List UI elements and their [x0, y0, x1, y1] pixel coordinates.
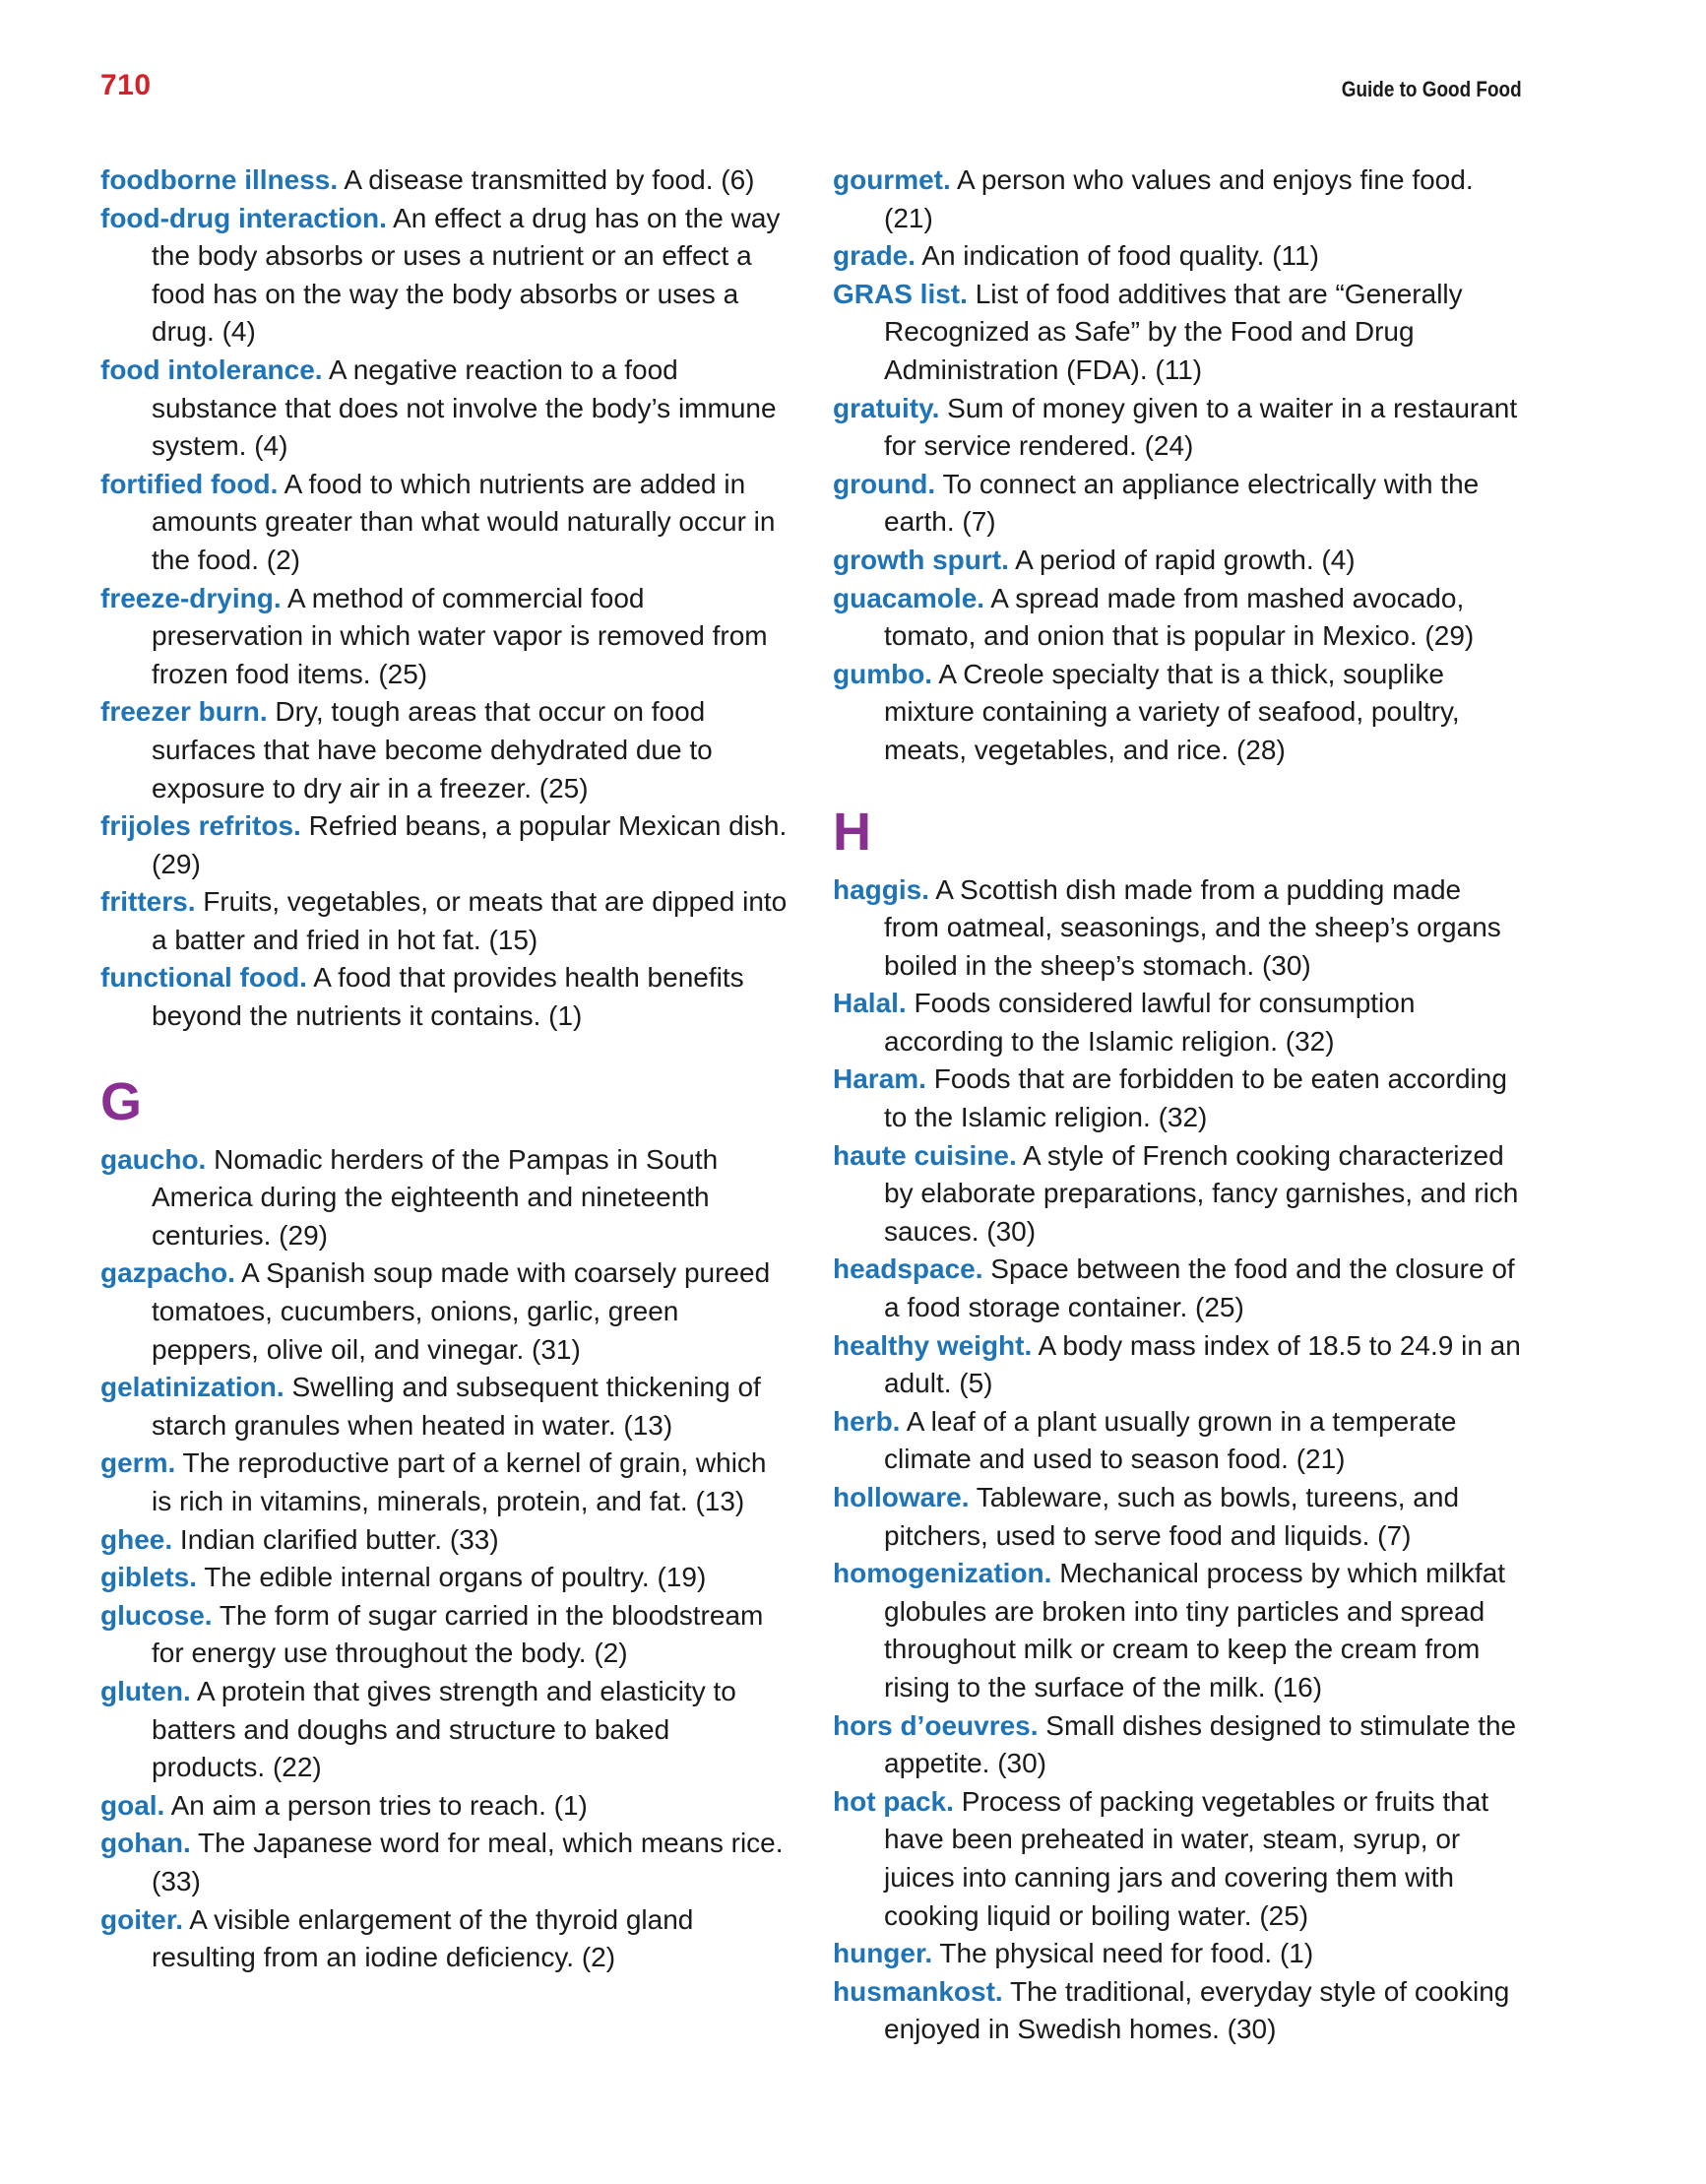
- glossary-definition: Process of packing vegetables or fruits that have been preheated in water, steam, syrup, or juices into canning jars and covering them with cooking liquid or boiling water. (25): [884, 1785, 1489, 1931]
- glossary-entry: [100, 1141, 790, 1255]
- glossary-definition: Swelling and subsequent thickening of starch granules when heated in water. (13): [152, 1372, 761, 1441]
- glossary-term: fritters.: [100, 886, 196, 918]
- glossary-entry: [100, 883, 790, 959]
- glossary-entry: [833, 1060, 1522, 1136]
- glossary-definition: Tableware, such as bowls, tureens, and pitchers, used to serve food and liquids. (7): [884, 1482, 1460, 1551]
- glossary-entry: [100, 161, 790, 200]
- glossary-term: holloware.: [833, 1482, 970, 1512]
- glossary-definition: A negative reaction to a food substance that does not involve the body’s immune system. (4): [152, 353, 777, 462]
- glossary-definition: List of food additives that are “Generally Recognized as Safe” by the Food and Drug Administration (FDA). (11): [884, 278, 1463, 385]
- glossary-term: GRAS list.: [833, 278, 968, 309]
- glossary-definition: A Spanish soup made with coarsely pureed tomatoes, cucumbers, onions, garlic, green peppers, olive oil, and vinegar. (31): [152, 1257, 771, 1365]
- glossary-term: husmankost.: [833, 1975, 1003, 2007]
- glossary-definition: Dry, tough areas that occur on food surfaces that have become dehydrated due to exposure to dry air in a freezer. (25): [152, 696, 713, 803]
- glossary-definition: A method of commercial food preservation in which water vapor is removed from frozen food items. (25): [152, 582, 768, 689]
- glossary-definition: A body mass index of 18.5 to 24.9 in an adult. (5): [884, 1329, 1521, 1399]
- glossary-term: grade.: [833, 240, 916, 272]
- glossary-definition: A Scottish dish made from a pudding made from oatmeal, seasonings, and the sheep’s organs boiled in the sheep’s stomach. (30): [884, 873, 1501, 981]
- glossary-definition: The form of sugar carried in the bloodstream for energy use throughout the body. (2): [152, 1599, 764, 1669]
- section-letter-g: G: [100, 1071, 143, 1131]
- glossary-term: functional food.: [100, 962, 307, 994]
- glossary-definition: A disease transmitted by food. (6): [338, 164, 755, 195]
- glossary-definition: A period of rapid growth. (4): [1008, 544, 1356, 575]
- glossary-definition: Foods considered lawful for consumption according to the Islamic religion. (32): [884, 988, 1416, 1057]
- glossary-definition: A leaf of a plant usually grown in a temperate climate and used to season food. (21): [884, 1405, 1457, 1475]
- glossary-entry: [100, 1597, 790, 1673]
- glossary-definition: A spread made from mashed avocado, tomato, and onion that is popular in Mexico. (29): [884, 582, 1475, 652]
- glossary-definition: The Japanese word for meal, which means rice. (33): [152, 1828, 784, 1896]
- glossary-entry: [100, 1445, 790, 1520]
- glossary-term: herb.: [833, 1405, 901, 1437]
- glossary-term: gohan.: [100, 1828, 191, 1859]
- glossary-term: gelatinization.: [100, 1372, 284, 1403]
- glossary-term: food intolerance.: [100, 353, 323, 385]
- glossary-term: healthy weight.: [833, 1329, 1033, 1361]
- glossary-term: frijoles refritos.: [100, 810, 301, 842]
- glossary-definition: Fruits, vegetables, or meats that are dipped into a batter and fried in hot fat. (15): [152, 886, 788, 955]
- glossary-term: hors d’oeuvres.: [833, 1709, 1039, 1741]
- glossary-entry: [100, 466, 790, 580]
- glossary-term: ground.: [833, 468, 936, 499]
- glossary-entry: [833, 237, 1522, 276]
- glossary-term: germ.: [100, 1447, 176, 1479]
- glossary-definition: An aim a person tries to reach. (1): [164, 1789, 588, 1821]
- glossary-entry: [833, 542, 1522, 580]
- glossary-entry: [833, 466, 1522, 542]
- glossary-entry: [833, 1973, 1522, 2049]
- glossary-term: Haram.: [833, 1063, 926, 1095]
- glossary-entry: [100, 352, 790, 466]
- glossary-definition: A food to which nutrients are added in amounts greater than what would naturally occur in the food. (2): [152, 468, 776, 575]
- glossary-entry: [100, 1559, 790, 1597]
- glossary-entry: [100, 959, 790, 1035]
- entry-list-g-continued: [833, 161, 1522, 770]
- glossary-entry: [100, 580, 790, 694]
- glossary-entry: [833, 1935, 1522, 1973]
- entry-list-f: [100, 161, 790, 1036]
- glossary-entry: [100, 1673, 790, 1787]
- glossary-definition: To connect an appliance electrically with the earth. (7): [884, 468, 1480, 538]
- glossary-definition: A Creole specialty that is a thick, souplike mixture containing a variety of seafood, poultry, meats, vegetables, and rice. (28): [884, 658, 1460, 765]
- glossary-term: haggis.: [833, 873, 930, 905]
- glossary-entry: [833, 1555, 1522, 1706]
- glossary-term: fortified food.: [100, 468, 279, 499]
- glossary-entry: [833, 161, 1522, 237]
- glossary-entry: [100, 1254, 790, 1369]
- glossary-definition: The traditional, everyday style of cooking enjoyed in Swedish homes. (30): [884, 1975, 1510, 2045]
- glossary-term: goal.: [100, 1789, 165, 1821]
- glossary-definition: An effect a drug has on the way the body absorbs or uses a nutrient or an effect a food has on the way the body absorbs or uses a drug. (4): [152, 202, 781, 348]
- section-letter-h: H: [833, 802, 871, 862]
- entry-list-g: [100, 1141, 790, 1977]
- glossary-entry: [100, 1787, 790, 1826]
- glossary-definition: The physical need for food. (1): [932, 1938, 1314, 1969]
- glossary-entry: [100, 1901, 790, 1977]
- glossary-definition: Sum of money given to a waiter in a restaurant for service rendered. (24): [884, 392, 1518, 462]
- glossary-term: freezer burn.: [100, 696, 268, 728]
- glossary-term: guacamole.: [833, 582, 985, 613]
- glossary-term: headspace.: [833, 1253, 983, 1285]
- page-number: 710: [100, 69, 152, 101]
- glossary-term: ghee.: [100, 1523, 173, 1555]
- glossary-definition: Nomadic herders of the Pampas in South America during the eighteenth and nineteenth centuries. (29): [152, 1143, 719, 1251]
- glossary-definition: A style of French cooking characterized by elaborate preparations, fancy garnishes, and rich sauces. (30): [884, 1139, 1519, 1247]
- glossary-term: gazpacho.: [100, 1257, 235, 1289]
- glossary-entry: [833, 1251, 1522, 1326]
- glossary-definition: The reproductive part of a kernel of grain, which is rich in vitamins, minerals, protein, and fat. (13): [152, 1447, 767, 1516]
- glossary-entry: [833, 390, 1522, 466]
- glossary-definition: Space between the food and the closure of a food storage container. (25): [884, 1253, 1515, 1323]
- glossary-definition: A person who values and enjoys fine food. (21): [884, 164, 1474, 233]
- glossary-definition: The edible internal organs of poultry. (19): [197, 1562, 707, 1593]
- glossary-definition: A visible enlargement of the thyroid gland resulting from an iodine deficiency. (2): [152, 1903, 694, 1973]
- glossary-entry: [833, 871, 1522, 986]
- glossary-term: hot pack.: [833, 1785, 954, 1817]
- glossary-term: gratuity.: [833, 392, 940, 423]
- glossary-entry: [833, 1479, 1522, 1555]
- glossary-entry: [833, 580, 1522, 656]
- glossary-term: freeze-drying.: [100, 582, 282, 613]
- glossary-term: gaucho.: [100, 1143, 207, 1175]
- glossary-entry: [833, 1327, 1522, 1403]
- glossary-entry: [833, 276, 1522, 390]
- glossary-definition: An indication of food quality. (11): [916, 240, 1319, 272]
- glossary-term: glucose.: [100, 1599, 213, 1631]
- glossary-term: gourmet.: [833, 164, 951, 195]
- glossary-entry: [100, 807, 790, 883]
- glossary-term: gluten.: [100, 1675, 191, 1706]
- glossary-term: goiter.: [100, 1903, 184, 1935]
- glossary-entry: [833, 1403, 1522, 1479]
- glossary-entry: [100, 200, 790, 352]
- glossary-definition: Refried beans, a popular Mexican dish. (29): [152, 810, 788, 879]
- glossary-term: gumbo.: [833, 658, 933, 689]
- glossary-entry: [100, 1369, 790, 1445]
- glossary-entry: [100, 1825, 790, 1900]
- glossary-term: growth spurt.: [833, 544, 1009, 575]
- running-head: Guide to Good Food: [1342, 77, 1522, 101]
- glossary-entry: [833, 1707, 1522, 1783]
- glossary-term: hunger.: [833, 1938, 933, 1969]
- glossary-entry: [100, 1521, 790, 1560]
- glossary-entry: [833, 985, 1522, 1060]
- glossary-term: foodborne illness.: [100, 164, 339, 195]
- glossary-entry: [833, 1783, 1522, 1935]
- glossary-column-left: [100, 161, 790, 1977]
- glossary-term: food-drug interaction.: [100, 202, 387, 233]
- glossary-definition: A food that provides health benefits beyond the nutrients it contains. (1): [152, 962, 744, 1032]
- glossary-column-right: [833, 161, 1522, 2049]
- glossary-entry: [100, 693, 790, 807]
- glossary-entry: [833, 656, 1522, 770]
- glossary-term: giblets.: [100, 1562, 198, 1593]
- glossary-definition: Mechanical process by which milkfat globules are broken into tiny particles and spread throughout milk or cream to keep the cream from rising to the surface of the milk. (16): [884, 1558, 1506, 1702]
- glossary-term: Halal.: [833, 988, 907, 1019]
- glossary-entry: [833, 1137, 1522, 1252]
- glossary-definition: A protein that gives strength and elasticity to batters and doughs and structure to baked products. (22): [152, 1675, 736, 1783]
- entry-list-h: [833, 871, 1522, 2049]
- glossary-definition: Indian clarified butter. (33): [172, 1523, 499, 1555]
- glossary-term: haute cuisine.: [833, 1139, 1017, 1171]
- glossary-definition: Small dishes designed to stimulate the appetite. (30): [884, 1709, 1517, 1779]
- glossary-definition: Foods that are forbidden to be eaten according to the Islamic religion. (32): [884, 1063, 1507, 1133]
- glossary-term: homogenization.: [833, 1558, 1052, 1589]
